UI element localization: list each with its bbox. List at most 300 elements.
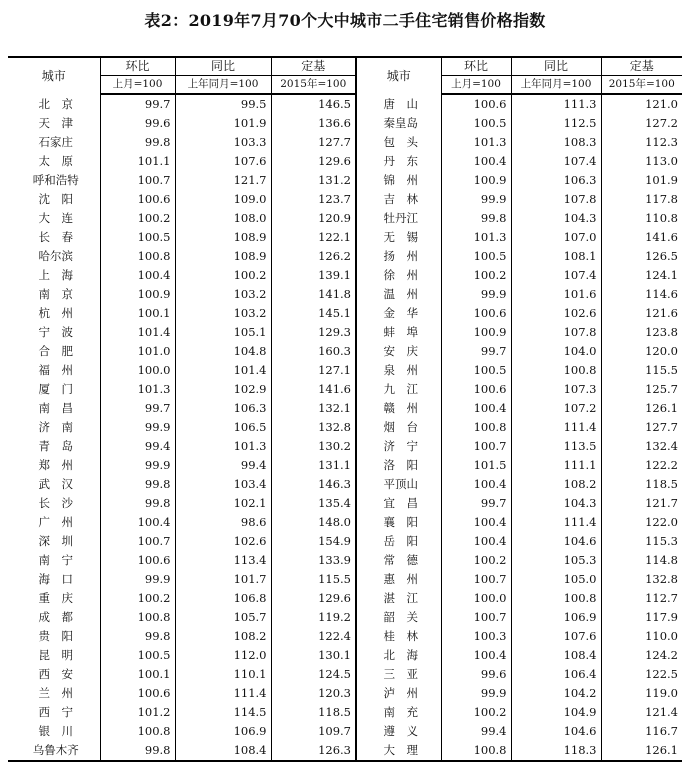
base-value-right: 114.8 [601,551,682,570]
table-row [8,171,682,190]
table-row [8,741,682,761]
mom-value-right: 100.6 [441,380,511,399]
header-yoy-right: 同比 [511,57,601,76]
mom-value-left: 99.7 [100,399,175,418]
city-name-left: 南 昌 [38,401,73,415]
base-value-left: 135.4 [271,494,356,513]
city-name-left: 济 南 [38,420,73,434]
base-value-left: 136.6 [271,114,356,133]
table-row [8,304,682,323]
yoy-value-left: 104.8 [175,342,271,361]
mom-value-left: 99.8 [100,475,175,494]
base-value-right: 125.7 [601,380,682,399]
table-row [8,684,682,703]
base-value-left: 145.1 [271,304,356,323]
table-row [8,285,682,304]
base-value-right: 116.7 [601,722,682,741]
mom-value-left: 100.0 [100,361,175,380]
yoy-value-right: 107.3 [511,380,601,399]
city-name-left: 呼和浩特 [32,173,79,187]
city-name-right: 丹 东 [356,152,441,171]
mom-value-left: 100.6 [100,551,175,570]
table-row [8,665,682,684]
yoy-value-left: 102.9 [175,380,271,399]
base-value-right: 127.7 [601,418,682,437]
base-value-left: 141.6 [271,380,356,399]
base-value-right: 112.3 [601,133,682,152]
city-name-right: 泉 州 [356,361,441,380]
city-name-left: 合 肥 [38,344,73,358]
city-name-right: 蚌 埠 [356,323,441,342]
mom-value-right: 100.4 [441,399,511,418]
table-title: 表2：2019年7月70个大中城市二手住宅销售价格指数 [144,11,546,30]
city-name-left: 银 川 [38,724,73,738]
header-mom-left: 环比 [100,57,175,76]
yoy-value-right: 105.0 [511,570,601,589]
city-name-left: 太 原 [38,154,73,168]
city-name-right: 宜 昌 [356,494,441,513]
header-yoy-sub-right: 上年同月=100 [511,76,601,95]
city-name-left: 广 州 [38,515,73,529]
base-value-left: 131.2 [271,171,356,190]
city-name-right: 无 锡 [356,228,441,247]
base-value-left: 109.7 [271,722,356,741]
table-row [8,361,682,380]
yoy-value-right: 111.4 [511,418,601,437]
mom-value-left: 99.9 [100,456,175,475]
table-row [8,418,682,437]
mom-value-left: 99.6 [100,114,175,133]
city-name-left: 贵 阳 [38,629,73,643]
yoy-value-right: 102.6 [511,304,601,323]
mom-value-left: 100.8 [100,722,175,741]
yoy-value-right: 107.4 [511,266,601,285]
mom-value-left: 100.2 [100,209,175,228]
mom-value-left: 99.8 [100,627,175,646]
mom-value-right: 99.9 [441,285,511,304]
mom-value-left: 100.6 [100,684,175,703]
mom-value-right: 100.4 [441,646,511,665]
city-name-right: 安 庆 [356,342,441,361]
base-value-left: 146.5 [271,94,356,114]
base-value-left: 129.6 [271,152,356,171]
yoy-value-right: 107.0 [511,228,601,247]
yoy-value-left: 99.4 [175,456,271,475]
city-name-left: 宁 波 [38,325,73,339]
base-value-left: 131.1 [271,456,356,475]
city-name-right: 锦 州 [356,171,441,190]
mom-value-right: 100.7 [441,570,511,589]
city-name-left: 上 海 [38,268,73,282]
base-value-right: 117.8 [601,190,682,209]
base-value-right: 126.1 [601,741,682,761]
city-name-left: 福 州 [38,363,73,377]
header-base-right: 定基 [601,57,682,76]
city-name-left: 天 津 [38,116,73,130]
base-value-right: 115.3 [601,532,682,551]
table-row [8,209,682,228]
base-value-left: 126.2 [271,247,356,266]
yoy-value-right: 104.3 [511,209,601,228]
mom-value-left: 99.9 [100,570,175,589]
city-name-right: 平顶山 [356,475,441,494]
base-value-right: 124.1 [601,266,682,285]
yoy-value-right: 106.9 [511,608,601,627]
city-name-right: 桂 林 [356,627,441,646]
city-name-left: 乌鲁木齐 [8,741,100,761]
base-value-left: 129.6 [271,589,356,608]
yoy-value-left: 114.5 [175,703,271,722]
base-value-right: 117.9 [601,608,682,627]
mom-value-right: 100.5 [441,361,511,380]
city-name-left: 北 京 [38,96,73,111]
yoy-value-left: 101.9 [175,114,271,133]
mom-value-right: 100.4 [441,152,511,171]
city-name-left: 深 圳 [38,534,73,548]
city-name-right: 岳 阳 [356,532,441,551]
base-value-left: 160.3 [271,342,356,361]
mom-value-left: 99.7 [100,94,175,114]
header-city-right: 城市 [356,57,441,94]
yoy-value-left: 105.1 [175,323,271,342]
mom-value-right: 100.9 [441,323,511,342]
city-name-right: 南 充 [356,703,441,722]
yoy-value-left: 108.2 [175,627,271,646]
mom-value-right: 101.3 [441,228,511,247]
base-value-left: 126.3 [271,741,356,761]
table-row [8,266,682,285]
mom-value-right: 99.4 [441,722,511,741]
yoy-value-right: 108.2 [511,475,601,494]
mom-value-right: 100.8 [441,418,511,437]
yoy-value-right: 107.2 [511,399,601,418]
city-name-right: 济 宁 [356,437,441,456]
base-value-right: 118.5 [601,475,682,494]
yoy-value-right: 104.6 [511,532,601,551]
city-name-right: 吉 林 [356,190,441,209]
base-value-right: 132.4 [601,437,682,456]
base-value-right: 120.0 [601,342,682,361]
mom-value-right: 100.4 [441,513,511,532]
mom-value-left: 100.7 [100,171,175,190]
yoy-value-right: 108.3 [511,133,601,152]
table-row [8,399,682,418]
mom-value-right: 100.8 [441,741,511,761]
city-name-right: 襄 阳 [356,513,441,532]
yoy-value-left: 106.8 [175,589,271,608]
yoy-value-right: 111.4 [511,513,601,532]
mom-value-left: 101.1 [100,152,175,171]
yoy-value-left: 99.5 [175,94,271,114]
mom-value-right: 101.3 [441,133,511,152]
yoy-value-left: 108.0 [175,209,271,228]
yoy-value-right: 104.3 [511,494,601,513]
mom-value-right: 100.2 [441,266,511,285]
yoy-value-left: 108.9 [175,247,271,266]
city-name-right: 徐 州 [356,266,441,285]
mom-value-left: 100.1 [100,304,175,323]
base-value-left: 127.7 [271,133,356,152]
table-row [8,228,682,247]
yoy-value-left: 98.6 [175,513,271,532]
table-row [8,152,682,171]
city-name-right: 金 华 [356,304,441,323]
mom-value-left: 99.4 [100,437,175,456]
base-value-right: 101.9 [601,171,682,190]
yoy-value-left: 100.2 [175,266,271,285]
city-name-left: 重 庆 [38,591,73,605]
base-value-left: 119.2 [271,608,356,627]
base-value-left: 115.5 [271,570,356,589]
base-value-left: 154.9 [271,532,356,551]
base-value-right: 122.2 [601,456,682,475]
table-row [8,722,682,741]
base-value-right: 126.1 [601,399,682,418]
mom-value-right: 99.8 [441,209,511,228]
table-row [8,94,682,114]
base-value-right: 132.8 [601,570,682,589]
yoy-value-left: 101.3 [175,437,271,456]
header-row-1 [8,57,682,76]
mom-value-right: 101.5 [441,456,511,475]
header-base-sub-right: 2015年=100 [601,76,682,95]
header-base-sub-left: 2015年=100 [271,76,356,95]
yoy-value-right: 111.3 [511,94,601,114]
city-name-left: 青 岛 [38,439,73,453]
mom-value-right: 100.4 [441,532,511,551]
city-name-left: 石家庄 [38,135,73,149]
table-row [8,247,682,266]
table-row [8,570,682,589]
base-value-right: 119.0 [601,684,682,703]
yoy-value-left: 103.4 [175,475,271,494]
base-value-left: 127.1 [271,361,356,380]
mom-value-left: 101.2 [100,703,175,722]
yoy-value-left: 103.2 [175,285,271,304]
base-value-right: 115.5 [601,361,682,380]
table-row [8,551,682,570]
yoy-value-left: 121.7 [175,171,271,190]
yoy-value-left: 103.3 [175,133,271,152]
city-name-left: 南 宁 [38,553,73,567]
yoy-value-right: 106.3 [511,171,601,190]
header-mom-sub-right: 上月=100 [441,76,511,95]
table-row [8,703,682,722]
yoy-value-left: 110.1 [175,665,271,684]
table-row [8,608,682,627]
yoy-value-right: 104.2 [511,684,601,703]
base-value-left: 130.1 [271,646,356,665]
city-name-left: 兰 州 [38,686,73,700]
mom-value-right: 100.0 [441,589,511,608]
mom-value-left: 99.8 [100,133,175,152]
base-value-right: 121.4 [601,703,682,722]
base-value-right: 110.8 [601,209,682,228]
mom-value-left: 100.2 [100,589,175,608]
table-row [8,475,682,494]
city-name-right: 烟 台 [356,418,441,437]
mom-value-left: 100.7 [100,532,175,551]
yoy-value-right: 106.4 [511,665,601,684]
yoy-value-right: 107.8 [511,190,601,209]
city-name-left: 西 安 [38,667,73,681]
city-name-right: 九 江 [356,380,441,399]
city-name-right: 秦皇岛 [356,114,441,133]
base-value-right: 112.7 [601,589,682,608]
city-name-left: 沈 阳 [38,192,73,206]
mom-value-right: 100.2 [441,551,511,570]
base-value-left: 120.9 [271,209,356,228]
mom-value-left: 101.0 [100,342,175,361]
city-name-left: 海 口 [38,572,73,586]
base-value-right: 121.7 [601,494,682,513]
mom-value-right: 100.3 [441,627,511,646]
city-name-left: 长 春 [38,230,73,244]
yoy-value-left: 101.4 [175,361,271,380]
city-name-left: 长 沙 [38,496,73,510]
base-value-left: 141.8 [271,285,356,304]
yoy-value-left: 111.4 [175,684,271,703]
base-value-right: 141.6 [601,228,682,247]
city-name-right: 泸 州 [356,684,441,703]
mom-value-left: 99.8 [100,741,175,761]
mom-value-left: 100.4 [100,513,175,532]
base-value-left: 132.1 [271,399,356,418]
mom-value-left: 101.3 [100,380,175,399]
table-row [8,589,682,608]
yoy-value-right: 101.6 [511,285,601,304]
yoy-value-right: 104.6 [511,722,601,741]
base-value-right: 121.0 [601,94,682,114]
yoy-value-left: 106.9 [175,722,271,741]
mom-value-right: 100.7 [441,437,511,456]
yoy-value-right: 100.8 [511,361,601,380]
yoy-value-left: 105.7 [175,608,271,627]
base-value-left: 148.0 [271,513,356,532]
base-value-right: 113.0 [601,152,682,171]
yoy-value-right: 107.6 [511,627,601,646]
header-mom-right: 环比 [441,57,511,76]
city-name-right: 包 头 [356,133,441,152]
base-value-left: 132.8 [271,418,356,437]
yoy-value-left: 108.9 [175,228,271,247]
mom-value-left: 100.1 [100,665,175,684]
table-row [8,494,682,513]
yoy-value-left: 106.5 [175,418,271,437]
base-value-right: 114.6 [601,285,682,304]
base-value-right: 122.5 [601,665,682,684]
base-value-left: 120.3 [271,684,356,703]
yoy-value-right: 112.5 [511,114,601,133]
base-value-left: 118.5 [271,703,356,722]
city-name-left: 成 都 [38,610,73,624]
yoy-value-left: 108.4 [175,741,271,761]
yoy-value-right: 118.3 [511,741,601,761]
mom-value-left: 100.8 [100,247,175,266]
yoy-value-right: 100.8 [511,589,601,608]
yoy-value-right: 108.1 [511,247,601,266]
city-name-left: 南 京 [38,287,73,301]
city-name-right: 唐 山 [356,94,441,114]
base-value-left: 122.1 [271,228,356,247]
base-value-left: 146.3 [271,475,356,494]
yoy-value-right: 104.9 [511,703,601,722]
mom-value-right: 99.9 [441,684,511,703]
base-value-right: 124.2 [601,646,682,665]
yoy-value-right: 104.0 [511,342,601,361]
header-city-left: 城市 [8,57,100,94]
base-value-right: 110.0 [601,627,682,646]
yoy-value-right: 111.1 [511,456,601,475]
table-row [8,627,682,646]
header-row-2 [8,76,682,95]
yoy-value-right: 113.5 [511,437,601,456]
mom-value-right: 100.5 [441,114,511,133]
city-name-right: 惠 州 [356,570,441,589]
table-row [8,133,682,152]
table-row [8,190,682,209]
table-row [8,646,682,665]
mom-value-left: 100.5 [100,228,175,247]
mom-value-right: 100.6 [441,94,511,114]
city-name-right: 常 德 [356,551,441,570]
yoy-value-right: 105.3 [511,551,601,570]
header-base-left: 定基 [271,57,356,76]
city-name-left: 哈尔滨 [38,249,73,263]
mom-value-right: 99.7 [441,494,511,513]
mom-value-left: 99.9 [100,418,175,437]
base-value-right: 123.8 [601,323,682,342]
base-value-left: 133.9 [271,551,356,570]
mom-value-right: 99.7 [441,342,511,361]
mom-value-left: 100.5 [100,646,175,665]
city-name-right: 遵 义 [356,722,441,741]
city-name-left: 杭 州 [38,306,73,320]
city-name-right: 扬 州 [356,247,441,266]
yoy-value-left: 109.0 [175,190,271,209]
yoy-value-right: 107.8 [511,323,601,342]
yoy-value-left: 102.6 [175,532,271,551]
city-name-left: 大 连 [38,211,73,225]
base-value-left: 122.4 [271,627,356,646]
mom-value-right: 99.9 [441,190,511,209]
base-value-left: 124.5 [271,665,356,684]
table-row [8,513,682,532]
mom-value-left: 100.9 [100,285,175,304]
mom-value-right: 100.4 [441,475,511,494]
yoy-value-right: 108.4 [511,646,601,665]
city-name-right: 韶 关 [356,608,441,627]
base-value-right: 121.6 [601,304,682,323]
mom-value-left: 100.8 [100,608,175,627]
base-value-right: 126.5 [601,247,682,266]
table-row [8,323,682,342]
city-name-right: 牡丹江 [356,209,441,228]
yoy-value-left: 113.4 [175,551,271,570]
mom-value-right: 100.5 [441,247,511,266]
mom-value-right: 100.6 [441,304,511,323]
base-value-left: 129.3 [271,323,356,342]
table-body [8,94,682,761]
mom-value-right: 100.2 [441,703,511,722]
city-name-left: 郑 州 [38,458,73,472]
yoy-value-left: 103.2 [175,304,271,323]
mom-value-right: 100.9 [441,171,511,190]
city-name-right: 温 州 [356,285,441,304]
header-mom-sub-left: 上月=100 [100,76,175,95]
table-row [8,342,682,361]
mom-value-right: 99.6 [441,665,511,684]
